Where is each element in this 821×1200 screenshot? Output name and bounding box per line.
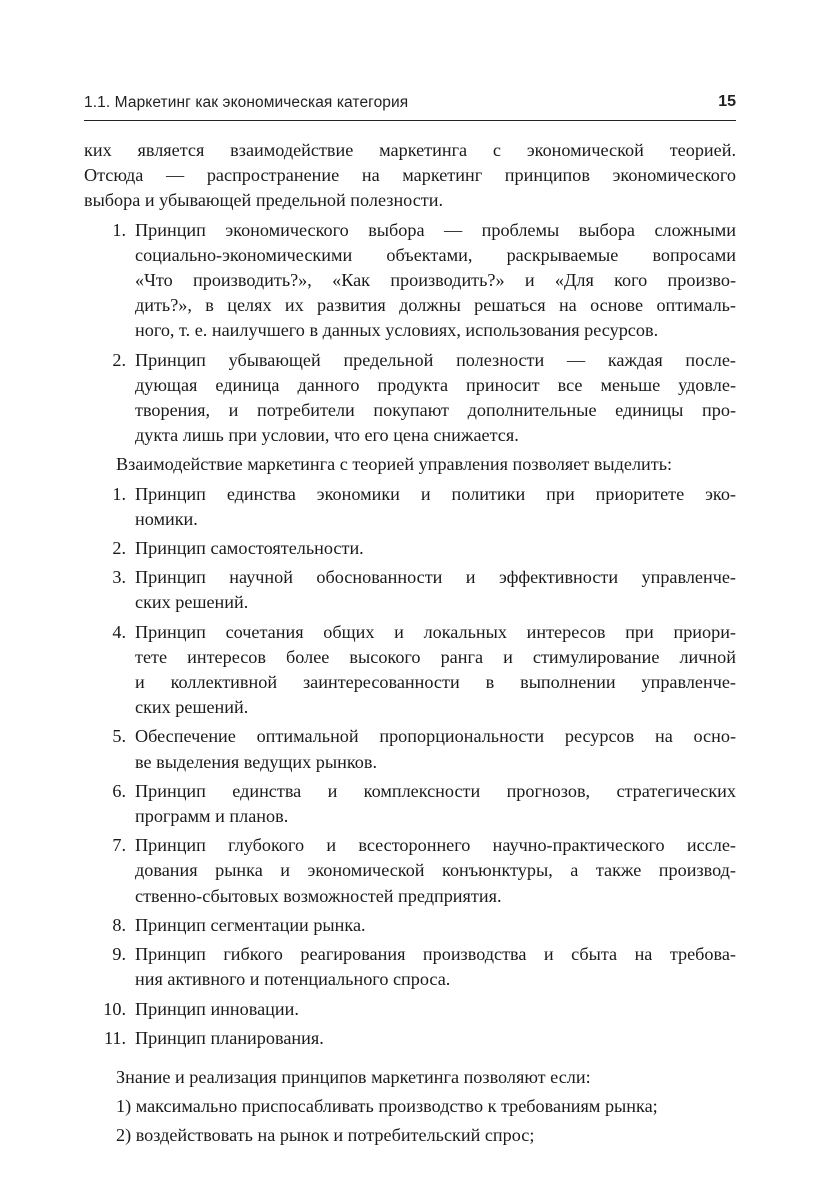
text-line: и коллективной заинтересованности в выполнении управленче- [135,672,736,693]
text-line: творения, и потребители покупают дополнительные единицы про- [135,400,736,421]
list-number: 6. [112,780,126,801]
list-item [84,913,736,938]
list-number: 5. [112,726,126,747]
list-number: 11. [103,1027,126,1048]
text-line: Принцип самостоятельности. [135,538,364,559]
list-item [84,482,736,532]
text-line: ния активного и потенциального спроса. [135,969,451,990]
text-line: Принцип гибкого реагирования производства и сбыта на требова- [135,944,736,965]
text-line: социально-экономическими объектами, раскрываемые вопросами [135,244,736,265]
text-line: дукта лишь при условии, что его цена снижается. [135,425,519,446]
running-title: 1.1. Маркетинг как экономическая категория [84,94,409,111]
text-line: ких является взаимодействие маркетинга с экономической теорией. [84,140,736,160]
page-number: 15 [718,93,736,110]
text-line: Принцип единства экономики и политики при приоритете эко- [135,483,736,504]
text-line: Взаимодействие маркетинга с теорией управления позволяет выделить: [116,454,673,475]
text-line: дить?», в целях их развития должны решаться на основе оптималь- [135,295,736,316]
text-line: Знание и реализация принципов маркетинга позволяют если: [116,1066,591,1087]
text-line: выбора и убывающей предельной полезности. [84,190,444,211]
knowledge-section [84,1065,736,1149]
list-item [84,942,736,992]
text-line: Принцип сегментации рынка. [135,914,366,935]
list-item [84,348,736,449]
page-body [84,138,736,1149]
list-item [84,536,736,561]
list-item [84,997,736,1022]
list-number: 2. [112,538,126,559]
list-item [84,833,736,909]
text-line: Отсюда — распространение на маркетинг принципов экономического [84,165,736,186]
management-intro [84,452,736,477]
text-line: 2) воздействовать на рынок и потребительский спрос; [116,1125,535,1146]
intro-paragraph [84,138,736,214]
running-header [84,90,736,121]
knowledge-intro [84,1065,736,1090]
text-line: Принцип убывающей предельной полезности — каждая после- [135,349,736,370]
econ-principles-list [84,218,736,449]
text-line: ного, т. е. наилучшего в данных условиях, использования ресурсов. [135,320,659,341]
text-line: дования рынка и экономической конъюнктуры, а также производ- [135,860,736,881]
list-number: 1. [112,483,126,504]
list-number: 3. [112,567,126,588]
list-number: 9. [112,944,126,965]
text-line: Обеспечение оптимальной пропорциональности ресурсов на осно- [135,726,736,747]
text-line: «Что производить?», «Как производить?» и «Для кого произво- [135,270,736,291]
list-number: 1. [112,219,126,240]
text-line: Принцип единства и комплексности прогнозов, стратегических [135,780,736,801]
text-line: ских решений. [135,697,249,718]
text-line: ских решений. [135,592,249,613]
text-line: тете интересов более высокого ранга и стимулирование личной [135,646,736,667]
list-item [84,1026,736,1051]
list-number: 10. [103,998,126,1019]
text-line: Принцип инновации. [135,998,299,1019]
text-line: программ и планов. [135,806,289,827]
management-principles-list [84,482,736,1051]
text-line: Принцип глубокого и всестороннего научно-практического иссле- [135,835,736,856]
knowledge-item [84,1094,736,1119]
list-item [84,779,736,829]
list-number: 2. [112,349,126,370]
list-number: 8. [112,914,126,935]
text-line: Принцип научной обоснованности и эффективности управленче- [135,567,736,588]
list-item [84,565,736,615]
text-line: 1) максимально приспосабливать производство к требованиям рынка; [116,1096,658,1117]
text-line: ве выделения ведущих рынков. [135,751,377,772]
list-item [84,724,736,774]
text-line: дующая единица данного продукта приносит все меньше удовле- [135,374,736,395]
list-number: 4. [112,621,126,642]
text-line: ственно-сбытовых возможностей предприятия. [135,885,502,906]
list-item [84,620,736,721]
list-item [84,218,736,344]
knowledge-item [84,1123,736,1148]
text-line: Принцип экономического выбора — проблемы выбора сложными [135,219,736,240]
list-number: 7. [112,835,126,856]
text-line: Принцип планирования. [135,1027,324,1048]
text-line: Принцип сочетания общих и локальных интересов при приори- [135,621,736,642]
text-line: номики. [135,508,198,529]
